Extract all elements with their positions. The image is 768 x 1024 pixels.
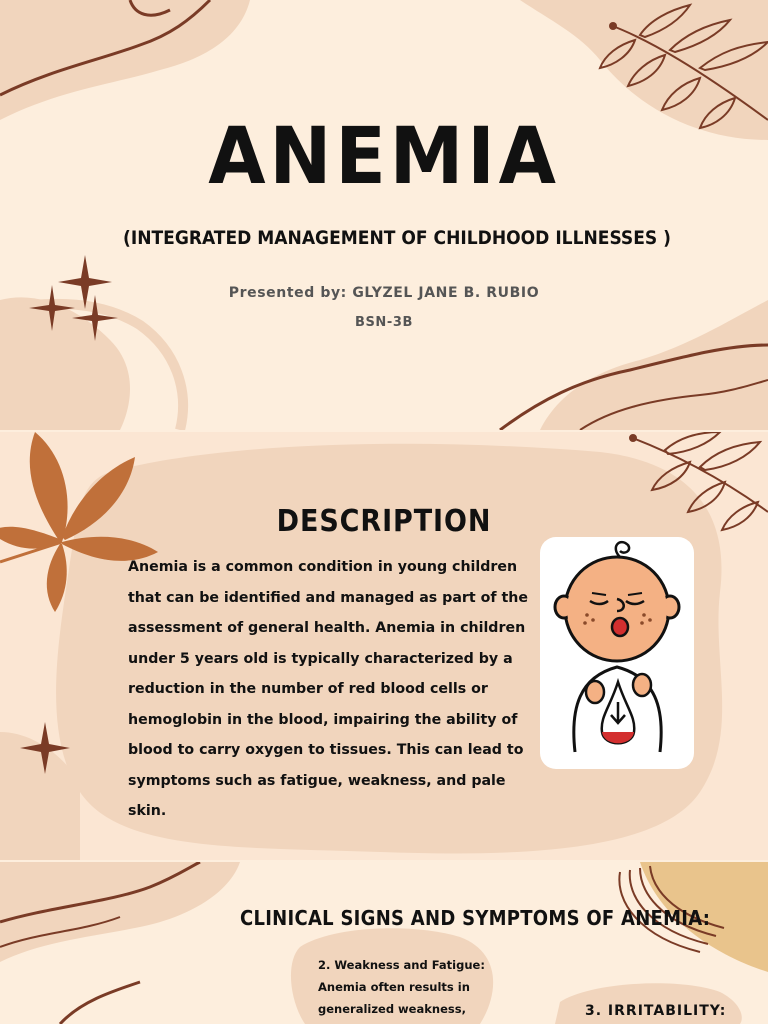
main-title: ANEMIA xyxy=(208,112,560,202)
description-slide xyxy=(0,432,768,860)
symptom-weakness: 2. Weakness and Fatigue: Anemia often results in generalized weakness, xyxy=(318,958,485,1016)
description-body: Anemia is a common condition in young children that can be identified and managed as part of the assessment of general health. Anemia in children under 5 years old is typically characterized by a reduction in the number of red blood cells or hemoglobin in the blood, impairing the ability of blood to carry oxygen to tissues. This can lead to symptoms such as fatigue, weakness, and pale skin. xyxy=(128,559,528,819)
sick-child-illustration xyxy=(540,537,694,769)
subtitle: (INTEGRATED MANAGEMENT OF CHILDHOOD ILLNESSES ) xyxy=(123,227,671,249)
clinical-signs-slide xyxy=(0,862,768,1024)
title-slide-decoration xyxy=(0,0,768,430)
clinical-signs-heading: CLINICAL SIGNS AND SYMPTOMS OF ANEMIA: xyxy=(240,906,711,930)
symptom-irritability: 3. IRRITABILITY: xyxy=(585,1003,727,1019)
title-slide xyxy=(0,0,768,430)
presenter-line: Presented by: GLYZEL JANE B. RUBIO xyxy=(228,285,540,301)
section-label: BSN-3B xyxy=(354,315,414,330)
description-heading: DESCRIPTION xyxy=(276,504,492,539)
